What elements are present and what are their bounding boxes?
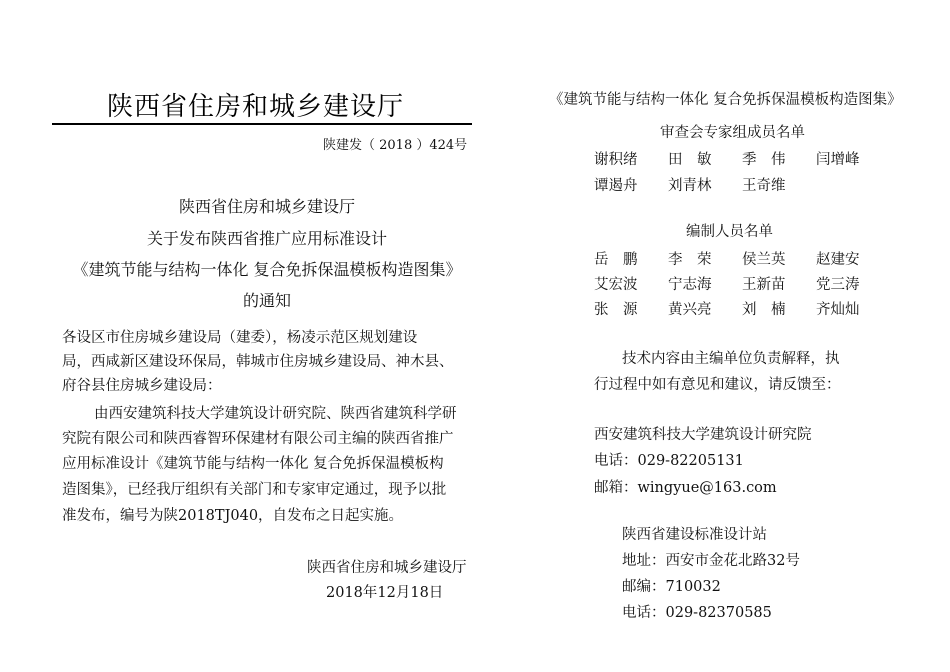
recipients-line-1: 各设区市住房城乡建设局（建委），杨凌示范区规划建设 xyxy=(62,330,418,346)
contact1-email: 邮箱：wingyue@163.com xyxy=(594,480,777,496)
editor-member: 刘 楠 xyxy=(742,302,786,318)
editor-heading: 编制人员名单 xyxy=(686,224,773,240)
editor-member: 王新苗 xyxy=(742,277,786,293)
contact2-postcode: 邮编：710032 xyxy=(622,579,721,595)
editor-member: 侯兰英 xyxy=(742,252,786,268)
editor-member: 黄兴亮 xyxy=(668,302,712,318)
editor-member: 张 源 xyxy=(594,302,638,318)
header-title: 陕西省住房和城乡建设厅 xyxy=(107,92,405,122)
body-line-3: 应用标准设计《建筑节能与结构一体化 复合免拆保温模板构 xyxy=(62,456,444,472)
review-heading: 审查会专家组成员名单 xyxy=(660,125,805,141)
review-member: 田 敏 xyxy=(668,152,712,168)
contact1-phone: 电话：029-82205131 xyxy=(594,453,744,469)
editor-member: 宁志海 xyxy=(668,277,712,293)
editor-member: 齐灿灿 xyxy=(816,302,860,318)
notice-title-line-3: 《建筑节能与结构一体化 复合免拆保温模板构造图集》 xyxy=(72,260,462,279)
document-number: 陕建发（ 2018 ）424号 xyxy=(323,138,468,153)
notice-title-line-4: 的通知 xyxy=(242,291,291,310)
editor-member: 岳 鹏 xyxy=(594,252,638,268)
review-row-1 xyxy=(594,148,890,169)
contact2-phone: 电话：029-82370585 xyxy=(622,605,772,621)
body-line-2: 究院有限公司和陕西睿智环保建材有限公司主编的陕西省推广 xyxy=(62,431,454,447)
recipients-line-2: 局，西咸新区建设环保局，韩城市住房城乡建设局、神木县、 xyxy=(62,354,454,370)
issue-date: 2018年12月18日 xyxy=(326,585,444,601)
body-line-5: 准发布，编号为陕2018TJ040，自发布之日起实施。 xyxy=(62,508,404,524)
editor-member: 党三涛 xyxy=(816,277,860,293)
review-member: 季 伟 xyxy=(742,152,786,168)
editor-member: 艾宏波 xyxy=(594,277,638,293)
editor-row-1 xyxy=(594,248,890,269)
atlas-title: 《建筑节能与结构一体化 复合免拆保温模板构造图集》 xyxy=(549,92,902,108)
header-divider xyxy=(52,123,472,125)
contact1-org: 西安建筑科技大学建筑设计研究院 xyxy=(594,427,812,443)
review-row-2 xyxy=(594,174,816,195)
review-member: 王奇维 xyxy=(742,178,786,194)
notice-line-2: 行过程中如有意见和建议，请反馈至： xyxy=(594,377,841,393)
contact2-address: 地址：西安市金花北路32号 xyxy=(622,553,800,569)
notice-title-line-1: 陕西省住房和城乡建设厅 xyxy=(178,197,355,216)
editor-member: 李 荣 xyxy=(668,252,712,268)
review-member: 闫增峰 xyxy=(816,152,860,168)
recipients-line-3: 府谷县住房城乡建设局： xyxy=(62,378,222,394)
editor-row-3 xyxy=(594,298,890,319)
review-member: 谭遏舟 xyxy=(594,178,638,194)
review-member: 谢积绪 xyxy=(594,152,638,168)
editor-member: 赵建安 xyxy=(816,252,860,268)
notice-line-1: 技术内容由主编单位负责解释，执 xyxy=(622,351,840,367)
signature: 陕西省住房和城乡建设厅 xyxy=(307,560,467,576)
body-line-1: 由西安建筑科技大学建筑设计研究院、陕西省建筑科学研 xyxy=(94,406,457,422)
editor-row-2 xyxy=(594,273,890,294)
contact2-org: 陕西省建设标准设计站 xyxy=(622,527,767,543)
notice-title-line-2: 关于发布陕西省推广应用标准设计 xyxy=(146,229,387,248)
review-member: 刘青林 xyxy=(668,178,712,194)
body-line-4: 造图集》，已经我厅组织有关部门和专家审定通过，现予以批 xyxy=(62,482,447,498)
